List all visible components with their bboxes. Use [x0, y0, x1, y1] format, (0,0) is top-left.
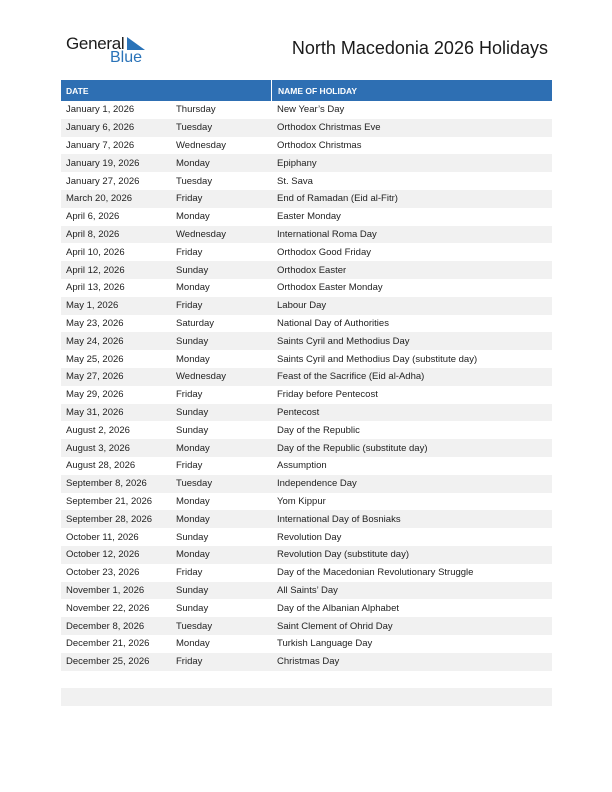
holiday-date: September 28, 2026 [66, 513, 153, 525]
holiday-date: May 24, 2026 [66, 335, 124, 347]
table-row [61, 261, 552, 279]
table-row [61, 457, 552, 475]
holiday-date: January 7, 2026 [66, 139, 135, 151]
table-row [61, 564, 552, 582]
holiday-weekday: Sunday [176, 602, 209, 614]
table-row [61, 332, 552, 350]
holiday-weekday: Tuesday [176, 620, 213, 632]
holiday-name: Orthodox Easter Monday [277, 282, 383, 294]
holiday-date: April 12, 2026 [66, 264, 125, 276]
holiday-weekday: Monday [176, 353, 210, 365]
holiday-date: April 10, 2026 [66, 246, 125, 258]
holiday-weekday: Sunday [176, 424, 209, 436]
table-row [61, 226, 552, 244]
holiday-name: End of Ramadan (Eid al-Fitr) [277, 193, 398, 205]
holiday-weekday: Sunday [176, 264, 209, 276]
holiday-name: Christmas Day [277, 656, 340, 668]
table-row [61, 475, 552, 493]
table-row [61, 493, 552, 511]
table-row [61, 617, 552, 635]
holiday-name: International Roma Day [277, 228, 377, 240]
table-row [61, 546, 552, 564]
holiday-date: August 3, 2026 [66, 442, 130, 454]
holiday-name: Easter Monday [277, 211, 341, 223]
holiday-weekday: Friday [176, 656, 203, 668]
holiday-weekday: Monday [176, 549, 210, 561]
holiday-name: Day of the Albanian Alphabet [277, 602, 400, 614]
table-row [61, 528, 552, 546]
holiday-date: January 1, 2026 [66, 104, 135, 116]
holiday-weekday: Monday [176, 513, 210, 525]
holiday-name: Orthodox Christmas [277, 139, 362, 151]
holiday-name: Day of the Macedonian Revolutionary Struggle [277, 567, 474, 579]
holiday-name: Epiphany [277, 157, 317, 169]
holiday-date: August 28, 2026 [66, 460, 136, 472]
holiday-weekday: Friday [176, 567, 203, 579]
holiday-name: Assumption [277, 460, 327, 472]
holiday-name: Orthodox Good Friday [277, 246, 371, 258]
holiday-date: September 8, 2026 [66, 478, 147, 490]
holiday-weekday: Friday [176, 389, 203, 401]
holiday-date: April 13, 2026 [66, 282, 125, 294]
holiday-weekday: Tuesday [176, 478, 213, 490]
holiday-name: Saints Cyril and Methodius Day (substitute day) [277, 353, 478, 365]
empty-row [61, 671, 552, 689]
holiday-weekday: Wednesday [176, 228, 226, 240]
header-holiday-name: NAME OF HOLIDAY [271, 80, 552, 101]
table-row [61, 101, 552, 119]
table-row [61, 368, 552, 386]
table-row [61, 510, 552, 528]
logo-word-general: General [66, 34, 125, 53]
holiday-name: Independence Day [277, 478, 357, 490]
holiday-name: New Year’s Day [277, 104, 345, 116]
holiday-date: April 6, 2026 [66, 211, 120, 223]
holiday-weekday: Thursday [176, 104, 216, 116]
table-row [61, 137, 552, 155]
empty-row [61, 706, 552, 724]
holiday-name: Day of the Republic [277, 424, 360, 436]
table-row [61, 279, 552, 297]
table-row [61, 599, 552, 617]
holiday-date: May 29, 2026 [66, 389, 124, 401]
table-row [61, 582, 552, 600]
holiday-date: August 2, 2026 [66, 424, 130, 436]
holiday-name: Pentecost [277, 406, 320, 418]
generalblue-logo [66, 34, 156, 68]
holiday-name: Revolution Day (substitute day) [277, 549, 410, 561]
holiday-name: Labour Day [277, 300, 327, 312]
holiday-date: May 27, 2026 [66, 371, 124, 383]
holiday-date: November 22, 2026 [66, 602, 150, 614]
holiday-name: Turkish Language Day [277, 638, 373, 650]
holiday-weekday: Sunday [176, 406, 209, 418]
table-row [61, 439, 552, 457]
holiday-name: St. Sava [277, 175, 313, 187]
holiday-date: May 25, 2026 [66, 353, 124, 365]
holiday-date: May 31, 2026 [66, 406, 124, 418]
holiday-date: April 8, 2026 [66, 228, 120, 240]
table-row [61, 243, 552, 261]
holiday-date: December 21, 2026 [66, 638, 150, 650]
holiday-weekday: Monday [176, 442, 210, 454]
holiday-weekday: Monday [176, 638, 210, 650]
holiday-name: Friday before Pentecost [277, 389, 378, 401]
table-row [61, 350, 552, 368]
table-row [61, 653, 552, 671]
table-row [61, 635, 552, 653]
holiday-name: International Day of Bosniaks [277, 513, 401, 525]
holiday-weekday: Friday [176, 460, 203, 472]
holiday-date: December 8, 2026 [66, 620, 145, 632]
holiday-name: Saint Clement of Ohrid Day [277, 620, 393, 632]
holiday-weekday: Monday [176, 211, 210, 223]
holiday-weekday: Wednesday [176, 371, 226, 383]
header-date: DATE [66, 85, 89, 96]
empty-row [61, 688, 552, 706]
holiday-weekday: Sunday [176, 335, 209, 347]
table-row [61, 421, 552, 439]
holiday-weekday: Tuesday [176, 175, 213, 187]
table-row [61, 119, 552, 137]
holiday-name: Yom Kippur [277, 495, 326, 507]
holiday-weekday: Monday [176, 495, 210, 507]
table-row [61, 154, 552, 172]
holiday-weekday: Friday [176, 193, 203, 205]
holiday-name: Saints Cyril and Methodius Day [277, 335, 410, 347]
holiday-name: Revolution Day [277, 531, 342, 543]
holiday-date: September 21, 2026 [66, 495, 153, 507]
holiday-weekday: Monday [176, 157, 210, 169]
holiday-date: January 27, 2026 [66, 175, 140, 187]
holiday-date: November 1, 2026 [66, 584, 145, 596]
holiday-weekday: Friday [176, 246, 203, 258]
table-row [61, 190, 552, 208]
holiday-name: National Day of Authorities [277, 317, 389, 329]
holiday-date: January 19, 2026 [66, 157, 140, 169]
holiday-date: March 20, 2026 [66, 193, 133, 205]
page-title: North Macedonia 2026 Holidays [291, 38, 548, 58]
table-row [61, 208, 552, 226]
holiday-date: May 23, 2026 [66, 317, 124, 329]
holiday-date: October 23, 2026 [66, 567, 140, 579]
holiday-date: January 6, 2026 [66, 122, 135, 134]
table-row [61, 404, 552, 422]
logo-word-blue: Blue [110, 49, 143, 66]
holiday-weekday: Tuesday [176, 122, 213, 134]
holiday-date: October 11, 2026 [66, 531, 139, 543]
table-row [61, 315, 552, 333]
holiday-weekday: Saturday [176, 317, 215, 329]
table-row [61, 297, 552, 315]
holiday-date: May 1, 2026 [66, 300, 119, 312]
holiday-name: Orthodox Christmas Eve [277, 122, 381, 134]
table-row [61, 386, 552, 404]
holiday-name: Orthodox Easter [277, 264, 347, 276]
holiday-weekday: Wednesday [176, 139, 226, 151]
holiday-date: October 12, 2026 [66, 549, 140, 561]
holiday-name: All Saints’ Day [277, 584, 338, 596]
holiday-date: December 25, 2026 [66, 656, 150, 668]
table-header [61, 80, 552, 101]
holiday-name: Feast of the Sacrifice (Eid al-Adha) [277, 371, 425, 383]
holiday-weekday: Sunday [176, 584, 209, 596]
table-row [61, 172, 552, 190]
table-body [61, 101, 552, 724]
holiday-weekday: Sunday [176, 531, 209, 543]
holiday-name: Day of the Republic (substitute day) [277, 442, 428, 454]
holiday-weekday: Monday [176, 282, 210, 294]
holiday-table [61, 80, 552, 724]
holiday-weekday: Friday [176, 300, 203, 312]
